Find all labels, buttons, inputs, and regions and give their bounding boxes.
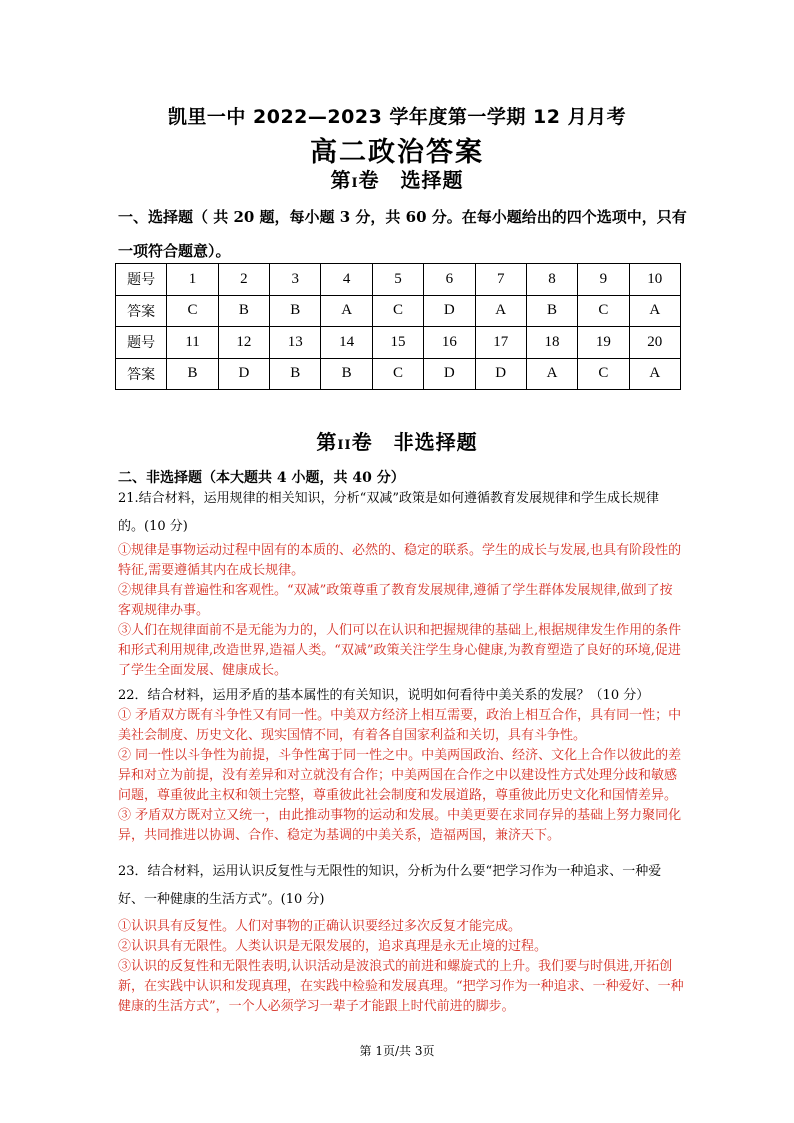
answer-table-row	[116, 264, 681, 296]
answer-table-cell: C	[372, 358, 423, 390]
section2-prefix: 第	[316, 430, 338, 454]
answer-21-point: ③人们在规律面前不是无能为力的，人们可以在认识和把握规律的基础上,根据规律发生作用的条件和形式利用规律,改造世界,造福人类。“双减”政策关注学生身心健康,为教育塑造了良好的环境,促进了学生全面发展、健康成长。	[118, 623, 682, 678]
answer-21	[118, 541, 684, 681]
answer-table-cell: C	[578, 358, 629, 390]
question-23: 23．结合材料，运用认识反复性与无限性的知识，分析为什么要“把学习作为一种追求、一种爱好、一种健康的生活方式”。(10 分)	[118, 864, 662, 907]
answer-table-row-header: 题号	[116, 327, 167, 359]
answer-table-cell: 7	[475, 264, 526, 296]
answer-table-cell: 18	[526, 327, 577, 359]
answer-table-cell: A	[321, 295, 372, 327]
answer-table-cell: 9	[578, 264, 629, 296]
section2-title	[0, 426, 794, 455]
section1-suffix: 卷 选择题	[358, 168, 464, 192]
answer-table-cell: C	[167, 295, 218, 327]
answer-table-cell: B	[167, 358, 218, 390]
section1-prefix: 第	[330, 168, 352, 192]
answer-table-cell: B	[218, 295, 269, 327]
answer-table-cell: 20	[629, 327, 680, 359]
answer-table-cell: 13	[270, 327, 321, 359]
answer-table-row-header: 答案	[116, 295, 167, 327]
answer-23-point: ②认识具有无限性。人类认识是无限发展的，追求真理是永无止境的过程。	[118, 939, 548, 954]
page-footer: 第 1页/共 3页	[359, 1044, 435, 1058]
answer-table-cell: B	[321, 358, 372, 390]
multiple-choice-instruction: 一、选择题（ 共 20 题，每小题 3 分，共 60 分。在每小题给出的四个选项中，只有一项符合题意）。	[118, 208, 687, 260]
answer-title: 高二政治答案	[310, 137, 484, 168]
answer-table-cell: 4	[321, 264, 372, 296]
answer-table-cell: 19	[578, 327, 629, 359]
answer-23-point: ①认识具有反复性。人们对事物的正确认识要经过多次反复才能完成。	[118, 919, 522, 934]
answer-table-cell: 1	[167, 264, 218, 296]
section2-volume: II	[337, 438, 352, 453]
section1-title	[0, 164, 794, 193]
answer-table-cell: D	[475, 358, 526, 390]
answer-table-cell: 10	[629, 264, 680, 296]
exam-title: 凯里一中 2022—2023 学年度第一学期 12 月月考	[167, 106, 627, 128]
answer-22	[118, 706, 684, 846]
answer-23	[118, 917, 684, 1017]
answer-table-body	[116, 264, 681, 390]
answer-table-cell: 8	[526, 264, 577, 296]
answer-table-cell: B	[270, 358, 321, 390]
question-21: 21.结合材料，运用规律的相关知识，分析“双减”政策是如何遵循教育发展规律和学生成长规律的。(10 分)	[118, 491, 659, 534]
answer-23-point: ③认识的反复性和无限性表明,认识活动是波浪式的前进和螺旋式的上升。我们要与时俱进,开拓创新，在实践中认识和发现真理，在实践中检验和发展真理。“把学习作为一种追求、一种爱好、一种健康的生活方式”，一个人必须学习一辈子才能跟上时代前进的脚步。	[118, 959, 684, 1014]
answer-21-point: ①规律是事物运动过程中固有的本质的、必然的、稳定的联系。学生的成长与发展,也具有阶段性的特征,需要遵循其内在成长规律。	[118, 543, 682, 578]
answer-table-cell: 3	[270, 264, 321, 296]
open-ended-instruction: 二、非选择题（本大题共 4 小题，共 40 分）	[118, 470, 405, 486]
answer-21-point: ②规律具有普遍性和客观性。“双减”政策尊重了教育发展规律,遵循了学生群体发展规律,做到了按客观规律办事。	[118, 583, 673, 618]
answer-table	[115, 263, 681, 390]
answer-table-cell: 5	[372, 264, 423, 296]
answer-table-row-header: 题号	[116, 264, 167, 296]
answer-table-cell: B	[526, 295, 577, 327]
answer-table-cell: 14	[321, 327, 372, 359]
answer-table-cell: A	[629, 295, 680, 327]
answer-table-cell: C	[578, 295, 629, 327]
answer-table-cell: 15	[372, 327, 423, 359]
answer-table-row	[116, 358, 681, 390]
question-22: 22．结合材料，运用矛盾的基本属性的有关知识，说明如何看待中美关系的发展？（10 分）	[118, 688, 650, 703]
answer-table-cell: C	[372, 295, 423, 327]
answer-table-cell: 17	[475, 327, 526, 359]
answer-table-cell: A	[526, 358, 577, 390]
answer-table-cell: 11	[167, 327, 218, 359]
answer-table-cell: 12	[218, 327, 269, 359]
answer-table-cell: D	[218, 358, 269, 390]
answer-22-point: ③ 矛盾双方既对立又统一，由此推动事物的运动和发展。中美更要在求同存异的基础上努力聚同化异，共同推进以协调、合作、稳定为基调的中美关系，造福两国，兼济天下。	[118, 808, 682, 843]
section1-volume: I	[351, 176, 359, 191]
section2-suffix: 卷 非选择题	[351, 430, 478, 454]
answer-table-cell: 6	[424, 264, 475, 296]
answer-table-row-header: 答案	[116, 358, 167, 390]
answer-table-cell: 16	[424, 327, 475, 359]
answer-table-cell: 2	[218, 264, 269, 296]
answer-table-row	[116, 295, 681, 327]
answer-table-cell: A	[475, 295, 526, 327]
answer-22-point: ② 同一性以斗争性为前提，斗争性寓于同一性之中。中美两国政治、经济、文化上合作以彼此的差异和对立为前提，没有差异和对立就没有合作；中美两国在合作之中以建设性方式处理分歧和敏感问题，尊重彼此主权和领土完整，尊重彼此社会制度和发展道路，尊重彼此历史文化和国情差异。	[118, 748, 682, 803]
answer-22-point: ① 矛盾双方既有斗争性又有同一性。中美双方经济上相互需要，政治上相互合作，具有同一性；中美社会制度、历史文化、现实国情不同，有着各自国家利益和关切，具有斗争性。	[118, 708, 682, 743]
answer-table-cell: B	[270, 295, 321, 327]
answer-table-row	[116, 327, 681, 359]
answer-table-cell: A	[629, 358, 680, 390]
answer-table-cell: D	[424, 358, 475, 390]
answer-table-cell: D	[424, 295, 475, 327]
